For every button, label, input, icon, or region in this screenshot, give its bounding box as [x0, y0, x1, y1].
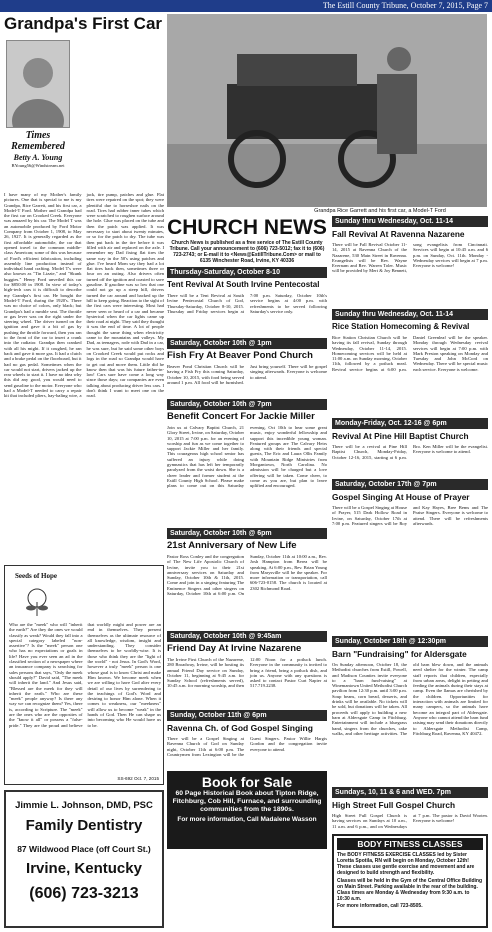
story-photo	[167, 14, 487, 207]
item-text: There will be a Gospel Singing at House of Prayer, 515 Dark Hollow Road in Irvine, on Saturday, October 17th at 7:00 p.m. Featured singers will be Roy and Kay Hayes, Bree Bems and The Praise Singers. Everyone is welcome to attend. There will be refreshments afterwards.	[332, 505, 488, 526]
item-text: Pastor Ross Conley and the congregation of The New Life Apostolic Church of Irvine, invite you to their 21st anniversary services on Saturday and Sunday, October 10th & 11th, 2015. Come and join in a singing featuring The Eminence Singers and other singers on Saturday, October 10th at 6:00 p.m. On Sunday, October 11th at 10:00 a.m., Rev. Josh Hampton from Berea will be speaking. At 6:00 p.m., Rev. Brian Young from Marysville will be the speaker. For more information or transportation, call 606-723-0158. The church is located at 2302 Richmond Road.	[167, 554, 327, 597]
dental-ad	[4, 790, 164, 928]
right-item-0	[332, 216, 488, 306]
item-date: Saturday, October 10th @ 6pm	[167, 528, 327, 539]
byline-box	[4, 130, 72, 190]
church-news-column	[167, 216, 327, 928]
item-date: Saturday, October 10th @ 1pm	[167, 338, 327, 349]
item-text: There will be a revival at Pine Hill Baptist Church, Monday-Friday, October 12-16, 2015, starting at 6 p.m. Bro. Ken Miller will be the evangelist. Everyone is welcome to attend.	[332, 444, 488, 460]
item-date: Thursday-Saturday, October 8-10	[167, 267, 327, 278]
item-headline: Fall Revival At Ravenna Nazarene	[332, 229, 465, 239]
item-text: There will be a Gospel Singing at Ravenna Church of God on Sunday night, October 11th at 6:00 p.m. The Countrymen from Lexington will be the Guest Singers. Pastor Willie Hargis Gordon and the congregation invite everyone to attend.	[167, 736, 327, 757]
item-text: There will be Fall Revival October 11-14, 2015 at Ravenna Church of the Nazarene, 530 Main Street in Ravenna. Evangelists will be Rev. Wayne Evernam and Rev. Warren Toler. Music will be provided by Mert & Joy Bennett, song evangelists from Cincinnati. Services will begin at 10:45 a.m. and 6 p.m. on Sunday, Oct. 11th. Monday - Wednesday services will begin at 7 p.m. Everyone is welcome!	[332, 242, 488, 274]
model-t-car-icon	[167, 14, 487, 207]
middle-item-5	[167, 710, 327, 768]
right-item-4	[332, 636, 488, 784]
item-text: On Sunday afternoon, October 18, the Methodist churches from Estill, Powell, and Madison Counties invite everyone to a "barn fund-raising" at Winemantown United Methodist Church pavilion from 12:30 p.m. until 3:00 p.m. Soup beans, corn bread, desserts, and drinks will be available. No tickets will be sold, but donations will be taken. All proceeds will apply to building a new barn at Aldersgate Camp in Fitchburg. Entertainment will include a bluegrass band, singers from the churches, cake walks, and other heritage activities. The old barn blew down, and the animals need shelter for the winter. The camp staff reports that children, especially from urban areas, delight in petting and feeding the animals during their stays at camp. Even the llamas are cherished by the children. Opportunities for interaction with animals are limited for many campers, so the animals have become an integral part of Aldersgate. Anyone who cannot attend the barn fund raising may send their donations directly to Aldersgate Methodist Camp, Fitchburg Road, Ravenna, KY 40472.	[332, 662, 488, 736]
item-headline: Ravenna Ch. of God Gospel Singing	[167, 723, 313, 733]
church-news-intro: Church News is published as a free service of The Estill County Tribune. Call your announcement to (606) 723-5012; fax it to (606) 723-2743; or E-mail it to <News@EstillTribune.Com> or mail to 6135 Winchester Road, Irvine, KY 40336	[169, 240, 325, 264]
right-item-1	[332, 309, 488, 415]
story-title: Grandpa's First Car	[4, 14, 163, 33]
item-text: High Street Full Gospel Church is having services on Sundays at 10 a.m., 11 a.m. and 6 p.m., and on Wednesdays at 7 p.m. The pastor is David Wooten. Everyone is welcome!	[332, 813, 488, 829]
book-ad-line2: For more information, Call Madalene Wasson	[177, 816, 317, 823]
book-ad-title: Book for Sale	[201, 774, 293, 790]
item-headline: Tent Revival At South Irvine Pentecostal	[167, 280, 320, 289]
fitness-title: BODY FITNESS CLASSES	[337, 838, 483, 850]
church-news-title: CHURCH NEWS	[167, 216, 327, 239]
item-headline: Barn "Fundraising" for Aldersgate	[332, 649, 467, 659]
item-headline: Friend Day At Irvine Nazarene	[167, 643, 302, 654]
photo-caption: Grandpa Rice Garrett and his first car, a Model-T Ford	[314, 208, 446, 214]
item-text: There will be a Tent Revival at South Irvine Pentecostal Church of God, Thursday-Saturday, October 8-10, 2015. Thursday and Friday services begin at 7:00 p.m. Saturday, October 10th's service begins at 4:00 p.m. with refreshments to be served following Saturday's service only.	[167, 293, 327, 314]
item-headline: Fish Fry At Beaver Pond Church	[167, 350, 313, 361]
item-headline: 21st Anniversary of New Life	[167, 540, 297, 551]
fitness-text2: Classes will be held in the Gym of the Central Office Building on Main Street. Parking available in the rear of the building. Class times are Monday & Wednesday from 9:30 a.m. to 10:30 a.m.	[337, 878, 483, 902]
book-ad-line1: 60 Page Historical Book about Tipton Ridge, Fitchburg, Cob Hill, Furnace, and surrounding communities from the 1890s.	[172, 790, 322, 813]
middle-item-1	[167, 338, 327, 396]
item-text: Rice Station Christian Church will be having its fall revival, Sunday through Wednesday, October 11-14, 2015. Homecoming services will be held at 11:00 a.m. on Sunday morning, October 11th, followed by a potluck meal. Revival service begins at 6:00 p.m. Daniel Greenleaf will be the speaker. Monday through Wednesday revival services will begin at 7:00 p.m. with Mark Preston speaking on Monday and Tuesday and John McCord on Wednesday. There will be special music each service. Everyone is welcome.	[332, 335, 488, 372]
right-item-3	[332, 479, 488, 553]
item-date: Sunday, October 11th @ 6pm	[167, 710, 327, 721]
item-headline: Revival At Pine Hill Baptist Church	[332, 431, 469, 441]
item-headline: High Street Full Gospel Church	[332, 800, 456, 810]
dentist-name: Jimmie L. Johnson, DMD, PSC	[15, 800, 153, 811]
seeds-title: Seeds of Hope	[15, 572, 57, 580]
item-headline: Benefit Concert For Jackie Miller	[167, 411, 315, 422]
item-date: Sunday thru Wednesday, Oct. 11-14	[332, 309, 488, 320]
seeds-of-hope-box	[4, 565, 164, 785]
middle-item-2	[167, 399, 327, 525]
author-name: Betty A. Young	[13, 153, 63, 162]
dental-address: 87 Wildwood Place (off Court St.)	[17, 844, 151, 854]
item-text: Join us at Calvary Baptist Church, 21 Glory Street, Irvine, on Saturday, October 10, 2015 at 7:00 p.m. for an evening of worship and fun as we come together to support Jackie Miller and her family. This courageous high school senior has suffered an injury while doing gymnastics that has left her temporarily paralyzed from the waist down. She is a cheer leader and former student at the Estill County High School. Please make plans to come out on this Saturday evening, Oct 10th to hear some great music, enjoy wonderful fellowship and support this incredible young woman. Featured groups are The Calvary Heirs along with their friends and special guests, The Eric and Laura Ollis Family with Mountain Ridge Ministries from Morgantown, North Carolina. No admission will be charged but a love offering will be taken. Come cheer, to come as you are, but plan to leave uplifted and encouraged.	[167, 425, 327, 489]
item-date: Saturday, October 10th @ 7pm	[167, 399, 327, 410]
dental-phone: (606) 723-3213	[29, 885, 139, 902]
portrait-icon	[7, 41, 69, 127]
item-date: Sunday thru Wednesday, Oct. 11-14	[332, 216, 488, 227]
right-column	[332, 216, 488, 636]
middle-item-0	[167, 267, 327, 335]
fitness-text3: For more information, call 723-8505.	[337, 903, 423, 909]
item-headline: Gospel Singing At House of Prayer	[332, 492, 470, 502]
middle-item-4	[167, 631, 327, 707]
author-email: BYoung56@Windstream.net	[11, 163, 65, 168]
page-header: The Estill County Tribune, October 7, 2015, Page 7	[0, 0, 492, 12]
fitness-box	[332, 834, 488, 928]
middle-item-3	[167, 528, 327, 628]
column-name: Times Remembered	[11, 130, 65, 152]
book-ad	[167, 771, 327, 849]
item-date: Saturday, October 17th @ 7pm	[332, 479, 488, 490]
dental-city: Irvine, Kentucky	[26, 860, 142, 877]
item-text: The Irvine First Church of the Nazarene, 280 Broadway, Irvine, will be hosting its annual Friend Day service on Sunday, October 11, beginning at 9:45 a.m. for Sunday School (refreshments served), 10:45 a.m. for morning worship, and then 12:00 Noon for a potluck lunch. Everyone in the community is invited to bring a friend, bring a potluck dish, and join us. Anyone with any questions is asked to contact Pastor Curt Napier at 517.719.2238.	[167, 657, 327, 689]
item-date: Monday-Friday, Oct. 12-16 @ 6pm	[332, 418, 488, 429]
seeds-text: Who are the "meek" who will "inherit the earth?" Are they the ones we would classify as weak? Would they fall into a special category labeled "non-assertive"? Is the "meek" person one who has no expectations or goals in life? Have you ever seen an ad in the classified section of a newspaper where an insurance company is searching for sales persons that says, "Only the meek should apply?" David said, "The meek will inherit the land." And Jesus said, "Blessed are the meek for they will inherit the earth." Who are these "meek" people anyway? Is there any way we can recognize them? Yes, there is, according to Scripture. The "meek" are the ones who are the opposites of the "know it all" or possess a "false-pride." They are the proud and believe that worldly might and power are an end in themselves. They present themselves as the ultimate resource of all knowledge, wisdom, insight and understanding. They consider themselves to be worldly-wise. It is those who think they are the "light of the world" - not Jesus. In God's Word, however a truly "meek" person is one whose goal is to know Christ and make Him known. We become meek when we are willing to have God alter every detail of our lives by surrendering to the teachings of God's Word and desiring to honor Him alone. When it comes to weakness, our "meekness" will allow us to become "weak" in the hands of God. Then He can shape us into becoming who He would have us to be.	[9, 622, 161, 728]
item-date: Sunday, October 18th @ 12:30pm	[332, 636, 488, 647]
seeds-ref: SS-692 Oct. 7, 2015	[117, 776, 159, 781]
right-item-2	[332, 418, 488, 476]
item-headline: Rice Station Homecoming & Revival	[332, 322, 470, 331]
item-text: Beaver Pond Christian Church will be having a Fish Fry this coming Saturday, October 10, 2015, with food being served around 1 p.m. All food will be furnished. Just bring yourself. There will be gospel singing afterwards. Everyone is welcome to attend.	[167, 364, 327, 385]
item-date: Sundays, 10, 11 & 6 and WED. 7pm	[332, 787, 488, 798]
practice-name: Family Dentistry	[25, 817, 143, 834]
author-photo	[6, 40, 70, 128]
story-body: I have many of my Mother's family pictures. One that is special to me is my Grandpa, Rice Garrett, and his first car, a Model-T Ford. Mother and Grandpa had the first car on Crooked Creek. Everyone was amazed by his car. The Model T was an automobile produced by Ford Motor Company from October 1, 1908, to May 26, 1927. It is generally regarded as the first affordable automobile, the car that opened travel to the common middle-class American; some of this was because of Ford's efficient fabrication, including assembly line production instead of individual hand crafting. Model T's were also known as "Tin Lizzie," and "Skunk buggies." Henry Ford unveiled this car for $850.00 in 1908. In view of today's high-tech cars it is difficult to describe my Grandpa's first car. He bought the Model-T Ford, during the 1920's. There was no choice of colors, only black; but Grandpa's had a rumble seat. The throttle or gas lever was on the right under the steering wheel. The driver turned on the ignition and gave it a bit of gas by pushing the throttle forward, then you ran to the front of the car to insert a crank into the radiator. Grandpa then cranked with all his might. If it coughed, he ran back and gave it more gas. It had a clutch and a brake pedal on the floorboard, but it had no gas pedal. Sometimes when the car would not start, drivers jacked up the rear wheels to start it. I have no idea why this did any good, you would need to send gasoline to the motor. Everyone who had a Model-T needed to carry a repair kit that included pliers, hay-baling wire, a jack, tire pump, patches and glue. Flat tires were repaired on the spot; they were plentiful due to horseshoe nails on the road. Tires had rubber inner tubes which were scratched to roughen surface around the hole. Glue was placed on the tube and then the patch was applied. It was necessary to start about twenty minutes, or so for the patch to dry. The tube was then put back in the tire before it was filled with air and replaced on the axle. I remember my Dad fixing flat tires the same way in the 50's using patches and glue. I've heard Mom say they had a lot flat tires back then, sometimes three or four on an outing. Also drivers often turned off the ignition and coasted to save gasoline. If gasoline was so low that one could not go up a steep hill, drivers turned the car around and backed up the hill to keep going. Reaction to the sight of the first cars were interesting. Most had never seen or heard of a car and became hysterical when the car lights came up their road at night. They said they thought it was the end of time. A lot of people thought the same thing when electricity came to the mountains and valleys. My Dad, as teenagers, rode with Dad in a car, he was sure, but he said some other boys on Crooked Creek would put rocks and logs in the road so Grandpa would have to get out and move them. Little did he know then that was his future father-in-law! Cars sure have come a long way since those days; car companies are even talking about producing driver less cars. I don't think I want to meet one on the road.	[4, 192, 164, 399]
item-date: Saturday, October 10th @ 9:45am	[167, 631, 327, 642]
fitness-text1: The BODY FITNESS EXERCISE CLASSES led by Sister Loretta Spotila, RN will begin on Monday, October 12th! These classes use gentle exercise and movement and are designed to build strength and flexibility.	[337, 852, 475, 876]
